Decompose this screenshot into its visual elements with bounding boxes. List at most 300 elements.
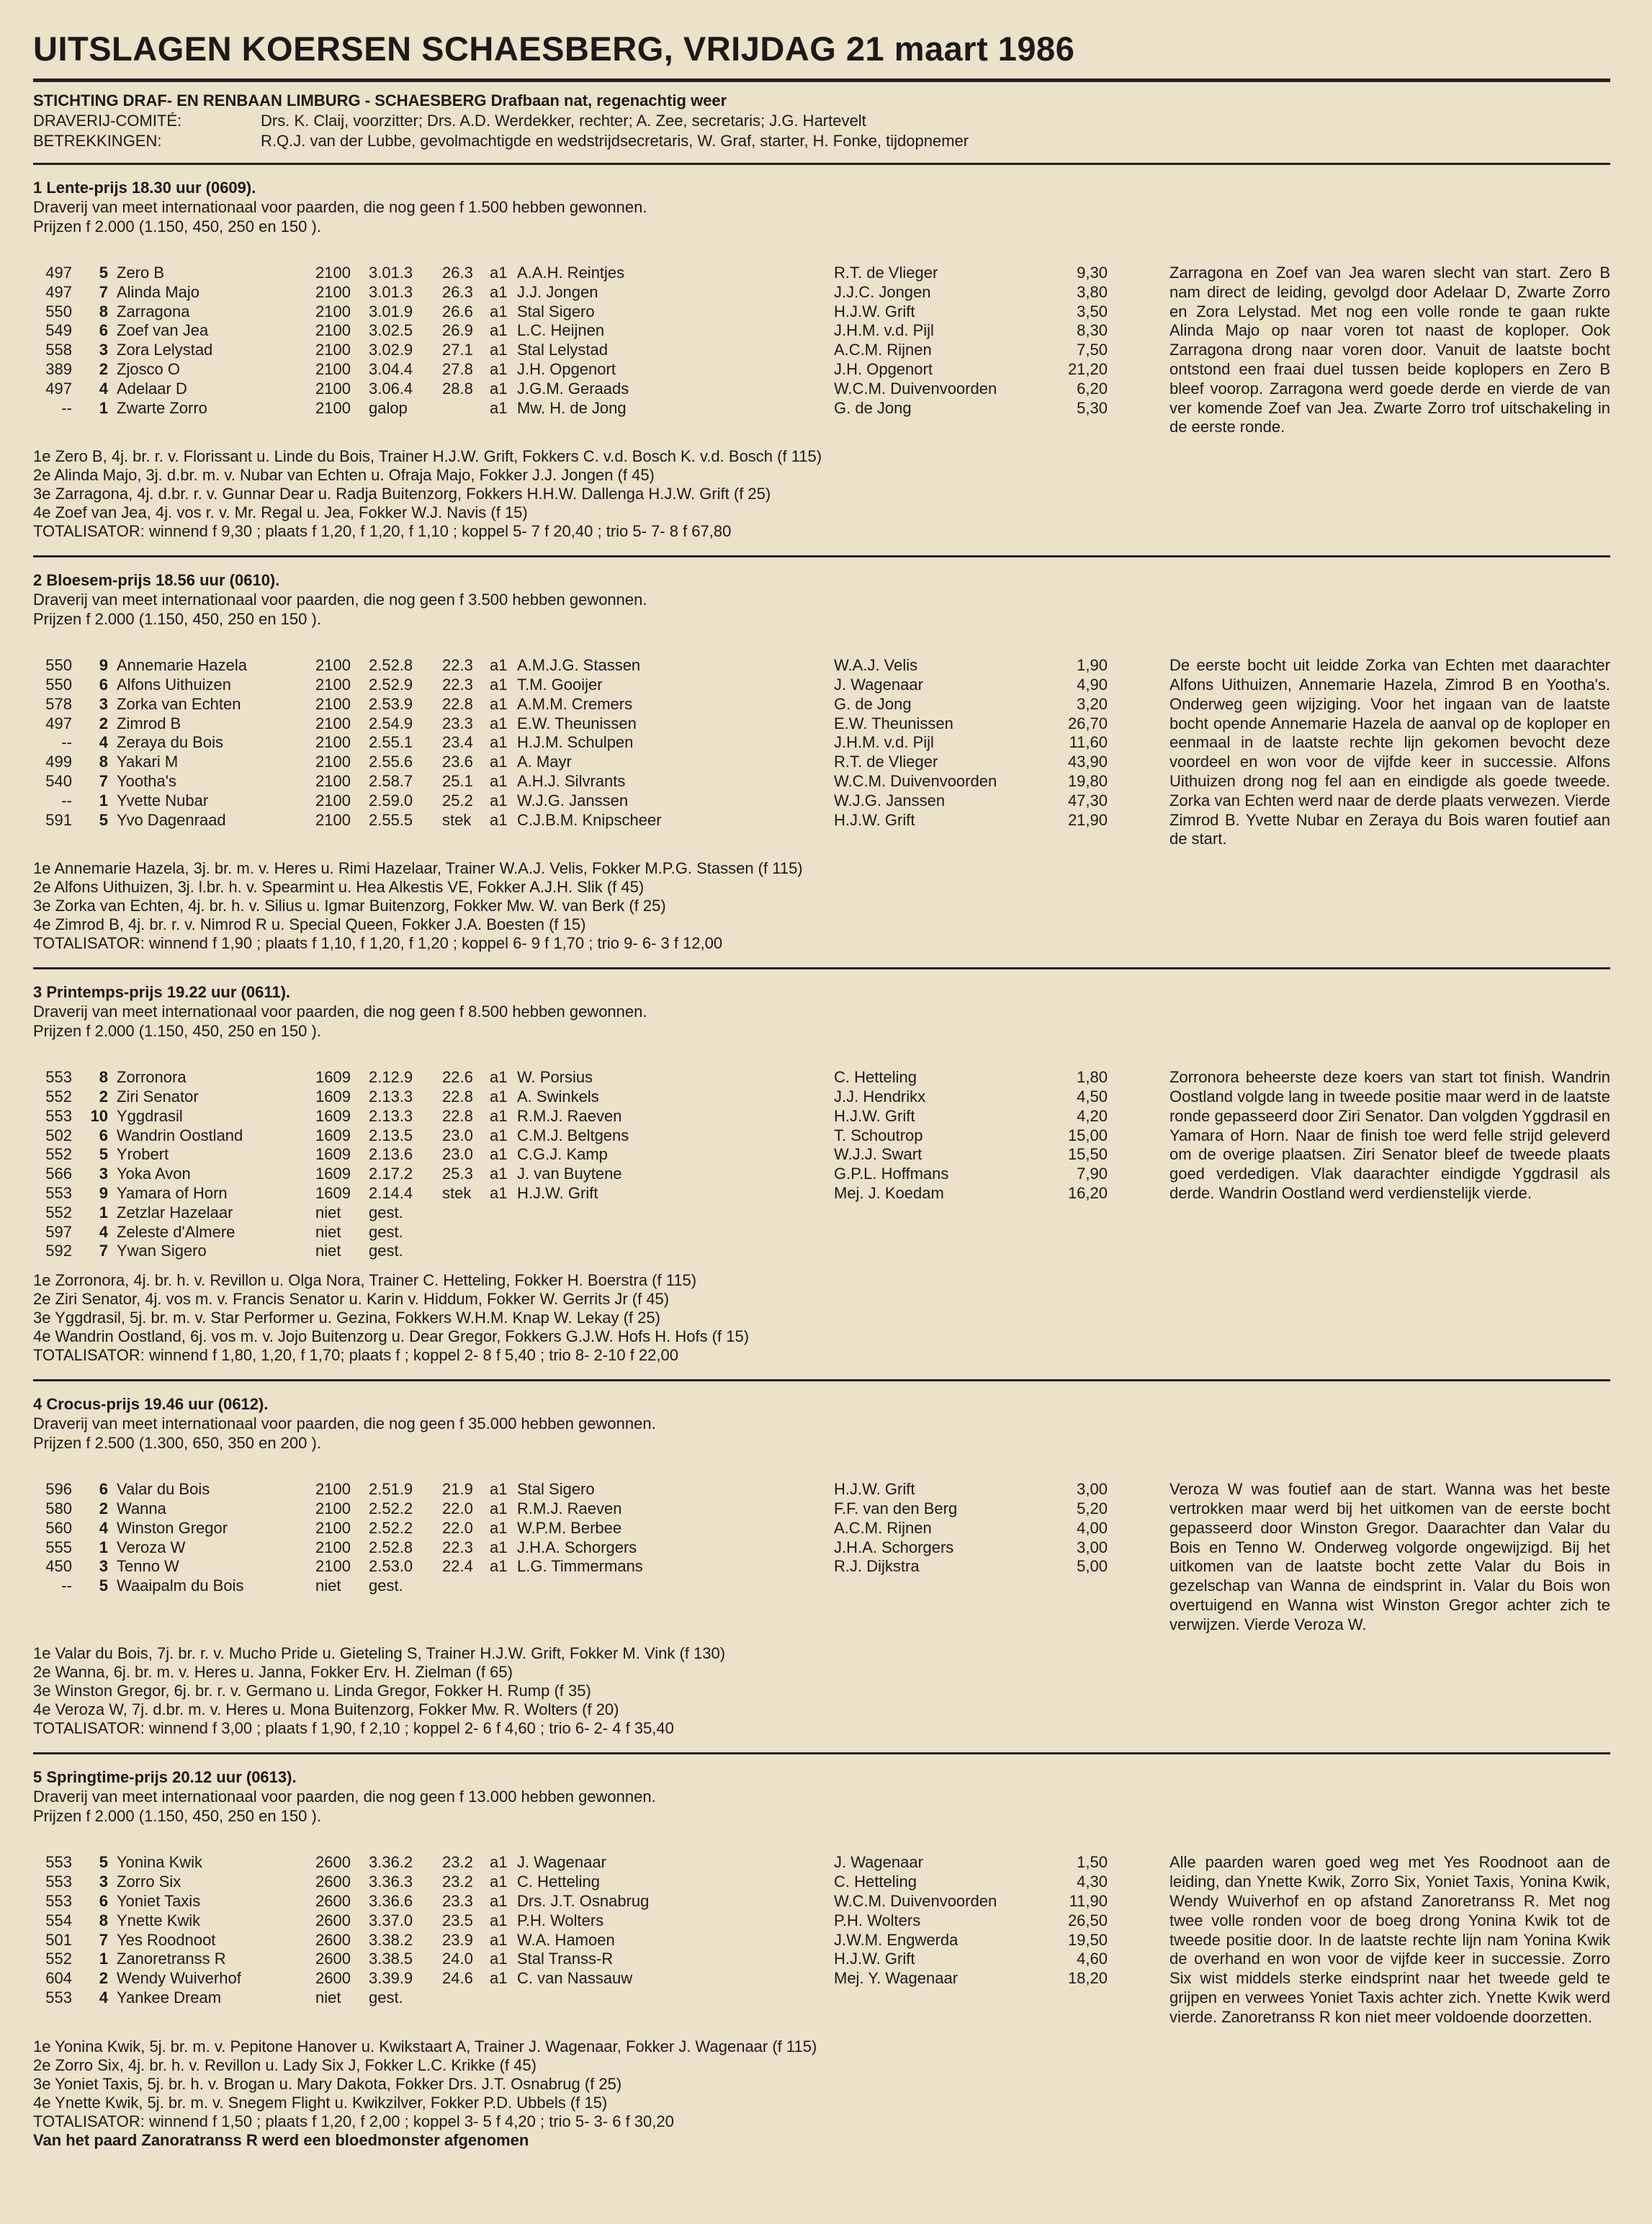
result-dist: 1609: [315, 1087, 351, 1106]
result-odds: 5,30: [1077, 398, 1108, 417]
result-rider: H.J.W. Grift: [834, 302, 915, 320]
result-start: 8: [99, 1068, 108, 1087]
result-time: 3.38.5: [369, 1950, 413, 1968]
result-a: a1: [490, 1911, 508, 1929]
result-dist: 1609: [315, 1126, 351, 1144]
race-body: [33, 1068, 1610, 1261]
result-start: 7: [99, 771, 108, 790]
result-num: 389: [45, 359, 72, 378]
result-owner: C.G.J. Kamp: [517, 1145, 608, 1164]
result-start: 4: [99, 379, 108, 398]
result-odds: 4,30: [1077, 1873, 1108, 1891]
result-owner: Drs. J.T. Osnabrug: [517, 1892, 650, 1911]
result-rider: H.J.W. Grift: [834, 1106, 915, 1125]
race-comment: De eerste bocht uit leidde Zorka van Echten met daarachter Alfons Uithuizen, Annemarie Hazela, Zimrod B en Yootha's. Onderweg geen wijziging. Voor het ingaan van de laatste bocht opende Annemarie Hazela de aanval op de koploper en eenmaal in de laatste rechte lijn gekomen bevocht deze voordeel en won voor de vijfde keer in successie. Alfons Uithuizen drong nog fel aan en eindigde als goede tweede. Zorka van Echten werd naar de derde plaats verwezen. Vierde Zimrod B. Yvette Nubar en Zeraya du Bois waren foutief aan de start.: [1169, 656, 1610, 848]
result-km: [442, 1223, 490, 1242]
result-a: a1: [490, 1068, 508, 1087]
result-horse: Zetzlar Hazelaar: [117, 1203, 233, 1221]
result-dist: niet: [315, 1222, 341, 1241]
result-start: 2: [99, 1087, 108, 1106]
result-owner: [517, 1203, 834, 1223]
result-dist: 2100: [315, 694, 351, 713]
result-horse: Veroza W: [117, 1538, 186, 1556]
result-km: 23.2: [442, 1873, 473, 1891]
footer-line: 3e Zorka van Echten, 4j. br. h. v. Silius u. Igmar Buitenzorg, Fokker Mw. W. van Berk (f 25): [33, 897, 666, 915]
result-km: 22.0: [442, 1499, 473, 1517]
result-km: 23.3: [442, 1892, 473, 1911]
page-title: UITSLAGEN KOERSEN SCHAESBERG, VRIJDAG 21 maart 1986: [33, 30, 1075, 68]
result-a: [490, 1577, 517, 1596]
result-start: 5: [99, 264, 108, 282]
footer-line: 4e Zoef van Jea, 4j. vos r. v. Mr. Regal u. Jea, Fokker W.J. Navis (f 15): [33, 503, 528, 522]
result-dist: 2600: [315, 1930, 351, 1949]
result-dist: 2100: [315, 398, 351, 417]
header-line1: [33, 91, 1610, 111]
footer-line: 1e Annemarie Hazela, 3j. br. m. v. Heres u. Rimi Hazelaar, Trainer W.A.J. Velis, Fokker M.P.G. Stassen (f 115): [33, 859, 803, 878]
result-owner: C. Hetteling: [517, 1873, 600, 1891]
result-horse: Zora Lelystad: [117, 341, 213, 359]
result-time: 2.17.2: [369, 1165, 413, 1183]
result-start: 5: [99, 810, 108, 829]
result-owner: L.C. Heijnen: [517, 321, 605, 340]
result-time: 2.54.9: [369, 714, 413, 732]
result-km: stek: [442, 810, 472, 829]
footer-line: 2e Zorro Six, 4j. br. h. v. Revillon u. Lady Six J, Fokker L.C. Krikke (f 45): [33, 2055, 537, 2074]
result-num: 553: [45, 1892, 72, 1911]
result-horse: Yonina Kwik: [117, 1853, 203, 1872]
result-dist: niet: [315, 1203, 341, 1221]
result-a: a1: [490, 694, 508, 713]
result-num: 553: [45, 1853, 72, 1872]
result-rider: W.C.M. Duivenvoorden: [834, 771, 997, 790]
result-row: [33, 1853, 1142, 1873]
race-footer: [33, 2037, 1610, 2150]
result-dist: niet: [315, 1242, 341, 1260]
result-km: 22.3: [442, 1538, 473, 1556]
result-row: [33, 1892, 1142, 1911]
race-prizes: Prijzen f 2.000 (1.150, 450, 250 en 150 ).: [33, 1807, 321, 1826]
footer-line: 1e Zero B, 4j. br. r. v. Florissant u. Linde du Bois, Trainer H.J.W. Grift, Fokkers C. v.d. Bosch K. v.d. Bosch (f 115): [33, 447, 822, 466]
result-num: 558: [45, 341, 72, 359]
result-start: 6: [99, 675, 108, 694]
result-horse: Tenno W: [117, 1557, 179, 1576]
result-km: 23.4: [442, 733, 473, 752]
result-time: 3.04.4: [369, 359, 413, 378]
result-time: 2.13.3: [369, 1106, 413, 1125]
result-num: 566: [45, 1165, 72, 1183]
result-num: 555: [45, 1538, 72, 1556]
race-footer: [33, 447, 1610, 541]
result-time: 2.55.6: [369, 753, 413, 771]
result-a: a1: [490, 714, 508, 732]
result-start: 1: [99, 1203, 108, 1221]
result-rider: R.T. de Vlieger: [834, 264, 938, 282]
footer-line: TOTALISATOR: winnend f 3,00 ; plaats f 1,90, f 2,10 ; koppel 2- 6 f 4,60 ; trio 6- 2- 4 f 35,40: [33, 1719, 674, 1738]
result-dist: 2100: [315, 791, 351, 810]
result-num: 591: [45, 810, 72, 829]
result-odds: [1050, 1577, 1108, 1596]
result-a: a1: [490, 302, 508, 320]
result-start: 4: [99, 1988, 108, 2007]
result-a: a1: [490, 1969, 508, 1988]
result-time: 2.12.9: [369, 1068, 413, 1087]
result-a: a1: [490, 1106, 508, 1125]
race-title: 3 Printemps-prijs 19.22 uur (0611).: [33, 983, 291, 1002]
result-horse: Waaipalm du Bois: [117, 1577, 244, 1595]
result-row: [33, 1557, 1142, 1577]
result-a: a1: [490, 1950, 508, 1968]
result-start: 3: [99, 694, 108, 713]
result-a: a1: [490, 282, 508, 301]
result-odds: 4,20: [1077, 1106, 1108, 1125]
result-rider: J.H. Opgenort: [834, 359, 933, 378]
result-horse: Yootha's: [117, 771, 176, 790]
result-row: [33, 1068, 1142, 1088]
result-row: [33, 1126, 1142, 1146]
result-odds: 26,70: [1067, 714, 1108, 732]
page: [33, 29, 1610, 2164]
result-rider: [834, 1223, 1050, 1242]
result-row: [33, 1165, 1142, 1184]
result-owner: J.G.M. Geraads: [517, 379, 629, 398]
result-horse: Zjosco O: [117, 359, 181, 378]
footer-line: 3e Yggdrasil, 5j. br. m. v. Star Performer u. Gezina, Fokkers W.H.M. Knap W. Lekay (f 25): [33, 1309, 660, 1327]
result-time: gest.: [369, 1222, 403, 1241]
result-horse: Wanna: [117, 1499, 166, 1517]
result-rider: [834, 1577, 1050, 1596]
result-start: 1: [99, 1950, 108, 1968]
result-dist: 2100: [315, 321, 351, 340]
result-odds: 1,80: [1077, 1068, 1108, 1087]
result-a: a1: [490, 810, 508, 829]
race-section: [33, 557, 1610, 967]
result-time: 3.38.2: [369, 1930, 413, 1949]
footer-line: 3e Zarragona, 4j. d.br. r. v. Gunnar Dear u. Radja Buitenzorg, Fokkers H.H.W. Dallenga H.J.W. Grift (f 25): [33, 485, 771, 503]
result-time: 3.02.5: [369, 321, 413, 340]
result-time: 2.52.9: [369, 675, 413, 694]
result-num: 550: [45, 302, 72, 320]
footer-line: 1e Valar du Bois, 7j. br. r. v. Mucho Pride u. Gieteling S, Trainer H.J.W. Grift, Fokker M. Vink (f 130): [33, 1644, 726, 1663]
result-a: a1: [490, 1165, 508, 1183]
result-a: [490, 1223, 517, 1242]
footer-line: 4e Wandrin Oostland, 6j. vos m. v. Jojo Buitenzorg u. Dear Gregor, Fokkers G.J.W. Hofs H. Hofs (f 15): [33, 1327, 750, 1346]
result-rider: F.F. van den Berg: [834, 1499, 958, 1517]
result-row: [33, 283, 1142, 302]
result-a: a1: [490, 379, 508, 398]
result-km: [442, 1203, 490, 1223]
result-start: 8: [99, 1911, 108, 1929]
result-a: [490, 1242, 517, 1261]
result-a: a1: [490, 1518, 508, 1537]
result-start: 3: [99, 341, 108, 359]
result-start: 7: [99, 282, 108, 301]
result-start: 1: [99, 1538, 108, 1556]
result-num: 597: [45, 1222, 72, 1241]
result-time: 3.36.3: [369, 1873, 413, 1891]
result-owner: W.J.G. Janssen: [517, 791, 629, 810]
result-rider: A.C.M. Rijnen: [834, 1518, 932, 1537]
result-a: a1: [490, 1183, 508, 1202]
result-time: 3.37.0: [369, 1911, 413, 1929]
result-time: 2.52.2: [369, 1518, 413, 1537]
result-row: [33, 1969, 1142, 1988]
result-time: 3.39.9: [369, 1969, 413, 1988]
result-dist: 1609: [315, 1165, 351, 1183]
result-rider: E.W. Theunissen: [834, 714, 953, 732]
result-odds: 19,80: [1067, 771, 1108, 790]
result-start: 3: [99, 1557, 108, 1576]
result-rider: W.J.G. Janssen: [834, 791, 946, 810]
result-horse: Zeraya du Bois: [117, 733, 223, 752]
race-conditions: Draverij van meet internationaal voor paarden, die nog geen f 13.000 hebben gewonnen.: [33, 1788, 656, 1806]
race-prizes: Prijzen f 2.000 (1.150, 450, 250 en 150 ).: [33, 1022, 321, 1041]
race-section: [33, 969, 1610, 1379]
result-km: 27.8: [442, 359, 473, 378]
result-odds: [1050, 1223, 1108, 1242]
result-horse: Yoka Avon: [117, 1165, 191, 1183]
result-start: 2: [99, 1969, 108, 1988]
result-odds: 4,90: [1077, 675, 1108, 694]
result-owner: A.M.J.G. Stassen: [517, 656, 641, 675]
result-row: [33, 1184, 1142, 1203]
result-owner: J.H. Opgenort: [517, 359, 616, 378]
result-dist: 2100: [315, 379, 351, 398]
result-owner: A.M.M. Cremers: [517, 694, 633, 713]
results-table: [33, 1068, 1142, 1261]
result-owner: A. Mayr: [517, 753, 572, 771]
result-num: 550: [45, 675, 72, 694]
race-title: 1 Lente-prijs 18.30 uur (0609).: [33, 179, 256, 197]
result-owner: A.A.H. Reintjes: [517, 264, 625, 282]
race-prizes: Prijzen f 2.000 (1.150, 450, 250 en 150 ).: [33, 218, 321, 236]
result-horse: Zero B: [117, 264, 165, 282]
result-owner: E.W. Theunissen: [517, 714, 637, 732]
result-km: 22.8: [442, 1106, 473, 1125]
result-dist: 1609: [315, 1106, 351, 1125]
result-km: 25.1: [442, 771, 473, 790]
result-km: 23.0: [442, 1145, 473, 1164]
result-dist: 2100: [315, 341, 351, 359]
result-horse: Zanoretranss R: [117, 1950, 226, 1968]
results-table: [33, 264, 1142, 437]
result-time: galop: [369, 398, 408, 417]
race-comment: Veroza W was foutief aan de start. Wanna was het beste vertrokken maar werd bij het uitkomen van de eerste bocht gepasseerd door Winston Gregor. Daarachter dan Valar du Bois en Tenno W. Onderweg volgorde ongewijzigd. Bij het uitkomen van de laatste bocht zette Valar du Bois in gezelschap van Wanna de eindsprint in. Valar du Bois won overtuigend en Wanna wist Winston Gregor achter zich te verwijzen. Vierde Veroza W.: [1169, 1480, 1610, 1633]
result-horse: Yggdrasil: [117, 1106, 183, 1125]
result-rider: [834, 1203, 1050, 1223]
result-rider: W.C.M. Duivenvoorden: [834, 1892, 997, 1911]
result-start: 1: [99, 398, 108, 417]
result-num: 497: [45, 714, 72, 732]
result-start: 5: [99, 1853, 108, 1872]
result-row: [33, 1223, 1142, 1242]
result-rider: C. Hetteling: [834, 1873, 917, 1891]
result-owner: Stal Sigero: [517, 1480, 595, 1499]
result-km: [442, 399, 490, 418]
result-dist: 2600: [315, 1950, 351, 1968]
result-row: [33, 1107, 1142, 1126]
result-row: [33, 1931, 1142, 1950]
result-row: [33, 656, 1142, 676]
result-row: [33, 1988, 1142, 2008]
result-num: 550: [45, 656, 72, 675]
result-horse: Yamara of Horn: [117, 1183, 228, 1202]
result-owner: Stal Sigero: [517, 302, 595, 320]
result-odds: 15,00: [1067, 1126, 1108, 1144]
result-num: 554: [45, 1911, 72, 1929]
result-start: 8: [99, 302, 108, 320]
result-a: a1: [490, 398, 508, 417]
result-owner: P.H. Wolters: [517, 1911, 604, 1929]
result-odds: 5,20: [1077, 1499, 1108, 1517]
result-owner: R.M.J. Raeven: [517, 1499, 622, 1517]
result-odds: 3,50: [1077, 302, 1108, 320]
race-section: [33, 1381, 1610, 1752]
result-a: a1: [490, 1892, 508, 1911]
result-owner: A. Swinkels: [517, 1087, 599, 1106]
result-odds: 8,30: [1077, 321, 1108, 340]
race-prizes: Prijzen f 2.500 (1.300, 650, 350 en 200 ).: [33, 1434, 321, 1453]
result-rider: C. Hetteling: [834, 1068, 917, 1087]
result-owner: A.H.J. Silvrants: [517, 771, 626, 790]
result-odds: 1,90: [1077, 656, 1108, 675]
result-time: gest.: [369, 1988, 403, 2007]
result-horse: Alfons Uithuizen: [117, 675, 231, 694]
result-num: 596: [45, 1480, 72, 1499]
race-body: [33, 264, 1610, 437]
result-rider: J.H.A. Schorgers: [834, 1538, 954, 1556]
result-odds: 15,50: [1067, 1145, 1108, 1164]
result-dist: 2100: [315, 675, 351, 694]
result-row: [33, 1242, 1142, 1261]
betrek-label: BETREKKINGEN:: [33, 132, 162, 150]
result-num: 450: [45, 1557, 72, 1576]
result-dist: 2600: [315, 1911, 351, 1929]
result-owner: [517, 1577, 834, 1596]
race-body: [33, 656, 1610, 849]
result-owner: Mw. H. de Jong: [517, 398, 627, 417]
result-a: a1: [490, 341, 508, 359]
result-km: 26.3: [442, 282, 473, 301]
result-time: 2.14.4: [369, 1183, 413, 1202]
result-odds: 1,50: [1077, 1853, 1108, 1872]
result-num: 580: [45, 1499, 72, 1517]
result-row: [33, 1950, 1142, 1969]
result-start: 4: [99, 733, 108, 752]
result-owner: J. van Buytene: [517, 1165, 622, 1183]
result-km: 22.8: [442, 1087, 473, 1106]
result-time: 3.06.4: [369, 379, 413, 398]
race-footer: [33, 859, 1610, 953]
result-odds: 11,60: [1069, 733, 1108, 752]
result-horse: Alinda Majo: [117, 282, 199, 301]
result-row: [33, 714, 1142, 734]
result-rider: G.P.L. Hoffmans: [834, 1165, 949, 1183]
result-horse: Zarragona: [117, 302, 190, 320]
result-time: 2.13.3: [369, 1087, 413, 1106]
result-num: 553: [45, 1873, 72, 1891]
result-num: 540: [45, 771, 72, 790]
result-row: [33, 676, 1142, 695]
result-dist: 2600: [315, 1853, 351, 1872]
result-row: [33, 1519, 1142, 1538]
result-km: 22.6: [442, 1068, 473, 1087]
result-odds: [1050, 1242, 1108, 1261]
result-num: 501: [45, 1930, 72, 1949]
result-num: 560: [45, 1518, 72, 1537]
result-horse: Zwarte Zorro: [117, 398, 207, 417]
result-rider: J.J. Hendrikx: [834, 1087, 926, 1106]
result-rider: G. de Jong: [834, 694, 912, 713]
result-a: a1: [490, 1499, 508, 1517]
result-odds: [1050, 1988, 1108, 2008]
result-km: [442, 1577, 490, 1596]
race-title: 4 Crocus-prijs 19.46 uur (0612).: [33, 1395, 269, 1414]
header-organisation: STICHTING DRAF- EN RENBAAN LIMBURG - SCHAESBERG: [33, 91, 487, 109]
result-horse: Zorro Six: [117, 1873, 181, 1891]
footer-line: 4e Ynette Kwik, 5j. br. m. v. Snegem Flight u. Kwikzilver, Fokker P.D. Ubbels (f 15): [33, 2093, 608, 2112]
result-num: 552: [45, 1203, 72, 1221]
result-dist: 2100: [315, 1557, 351, 1576]
result-row: [33, 772, 1142, 792]
result-num: 553: [45, 1988, 72, 2007]
result-start: 9: [99, 1183, 108, 1202]
result-owner: [517, 1223, 834, 1242]
result-odds: 18,20: [1067, 1969, 1108, 1988]
result-odds: 7,50: [1077, 341, 1108, 359]
result-row: [33, 1577, 1142, 1596]
result-num: 499: [45, 753, 72, 771]
results-table: [33, 1480, 1142, 1634]
race-conditions: Draverij van meet internationaal voor paarden, die nog geen f 8.500 hebben gewonnen.: [33, 1003, 647, 1021]
result-row: [33, 1480, 1142, 1499]
result-owner: W. Porsius: [517, 1068, 593, 1087]
result-time: 2.53.0: [369, 1557, 413, 1576]
result-time: 3.01.9: [369, 302, 413, 320]
result-rider: Mej. J. Koedam: [834, 1183, 944, 1202]
result-a: a1: [490, 1126, 508, 1144]
result-horse: Ziri Senator: [117, 1087, 199, 1106]
race-title: 2 Bloesem-prijs 18.56 uur (0610).: [33, 571, 280, 590]
result-row: [33, 811, 1142, 830]
result-time: 3.02.9: [369, 341, 413, 359]
result-owner: J. Wagenaar: [517, 1853, 606, 1872]
result-row: [33, 1911, 1142, 1931]
result-rider: [834, 1242, 1050, 1261]
result-km: 26.9: [442, 321, 473, 340]
result-km: 28.8: [442, 379, 473, 398]
race-title: 5 Springtime-prijs 20.12 uur (0613).: [33, 1768, 297, 1787]
result-rider: R.T. de Vlieger: [834, 753, 938, 771]
result-km: 23.9: [442, 1930, 473, 1949]
race-section: [33, 1754, 1610, 2164]
result-rider: [834, 1988, 1050, 2008]
results-table: [33, 1853, 1142, 2027]
result-a: a1: [490, 1480, 508, 1499]
result-owner: H.J.M. Schulpen: [517, 733, 634, 752]
result-start: 8: [99, 753, 108, 771]
result-num: --: [61, 791, 72, 810]
result-time: 2.52.8: [369, 1538, 413, 1556]
result-dist: 2100: [315, 810, 351, 829]
footer-line: TOTALISATOR: winnend f 9,30 ; plaats f 1,20, f 1,20, f 1,10 ; koppel 5- 7 f 20,40 ; trio 5- 7- 8 f 67,80: [33, 522, 732, 541]
footer-line: 2e Wanna, 6j. br. m. v. Heres u. Janna, Fokker Erv. H. Zielman (f 65): [33, 1663, 513, 1682]
result-time: gest.: [369, 1577, 403, 1595]
result-a: a1: [490, 1930, 508, 1949]
result-start: 4: [99, 1222, 108, 1241]
result-time: 3.01.3: [369, 264, 413, 282]
result-km: 23.2: [442, 1853, 473, 1872]
result-row: [33, 792, 1142, 811]
